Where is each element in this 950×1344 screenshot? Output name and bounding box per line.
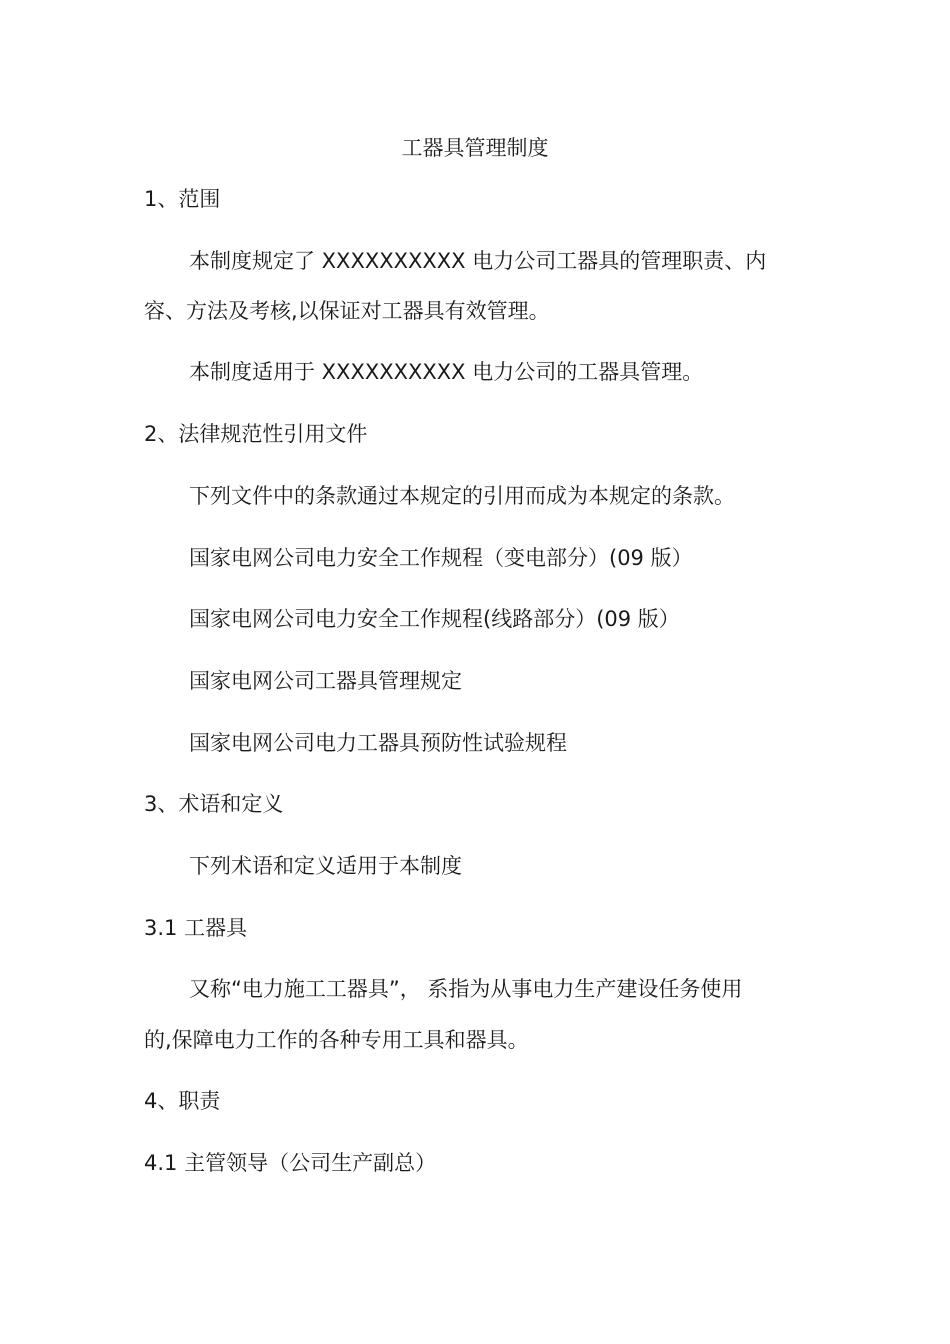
section-heading-duties: 4、职责 (144, 1089, 221, 1113)
section-heading-scope: 1、范围 (144, 187, 221, 211)
paragraph-line: 容、方法及考核,以保证对工器具有效管理。 (144, 299, 550, 323)
section-heading-references: 2、法律规范性引用文件 (144, 422, 368, 446)
document-title: 工器具管理制度 (401, 136, 549, 160)
reference-item: 国家电网公司电力安全工作规程(线路部分）(09 版） (189, 607, 680, 631)
paragraph-line: 本制度适用于 XXXXXXXXXX 电力公司的工器具管理。 (189, 360, 704, 384)
paragraph-line: 下列术语和定义适用于本制度 (189, 854, 462, 878)
paragraph-line: 本制度规定了 XXXXXXXXXX 电力公司工器具的管理职责、内 (189, 249, 767, 273)
reference-item: 国家电网公司电力安全工作规程（变电部分）(09 版） (189, 546, 693, 570)
subsection-heading-leader: 4.1 主管领导（公司生产副总） (144, 1151, 437, 1175)
paragraph-line: 又称“电力施工工器具”， 系指为从事电力生产建设任务使用 (189, 977, 743, 1001)
section-heading-terms: 3、术语和定义 (144, 792, 284, 816)
reference-item: 国家电网公司电力工器具预防性试验规程 (189, 731, 567, 755)
reference-item: 国家电网公司工器具管理规定 (189, 669, 462, 693)
paragraph-line: 下列文件中的条款通过本规定的引用而成为本规定的条款。 (189, 484, 735, 508)
subsection-heading-tools: 3.1 工器具 (144, 916, 248, 940)
paragraph-line: 的,保障电力工作的各种专用工具和器具。 (144, 1028, 529, 1052)
